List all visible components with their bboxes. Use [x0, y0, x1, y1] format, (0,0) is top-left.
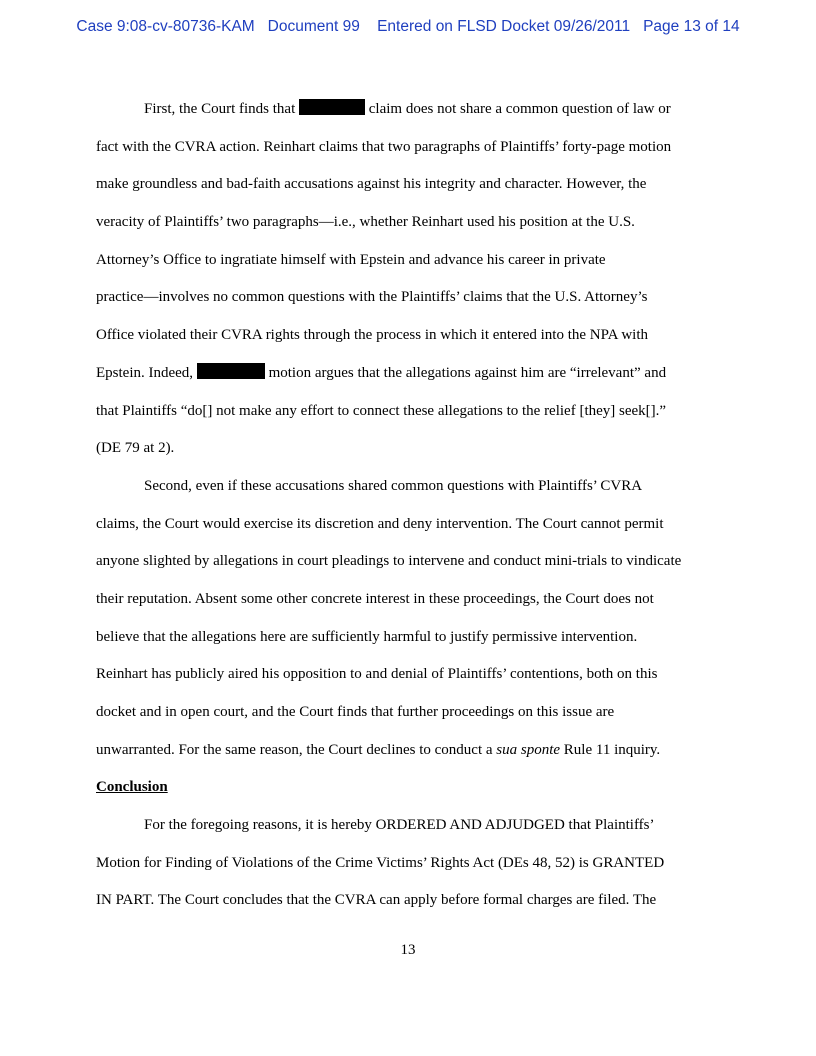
text-span: claim does not share a common question of law or: [365, 101, 671, 117]
docket-entry: Entered on FLSD Docket 09/26/2011: [377, 18, 631, 35]
body-line: practice—involves no common questions with the Plaintiffs’ claims that the U.S. Attorney’s: [96, 289, 648, 306]
body-line: [96, 355, 721, 393]
text-span: First, the Court finds that: [144, 101, 299, 117]
body-line: Reinhart has publicly aired his opposition to and denial of Plaintiffs’ contentions, both on this: [96, 666, 658, 683]
redaction-box: [197, 363, 265, 379]
document-body: [96, 91, 721, 920]
docket-header: [0, 18, 816, 36]
body-line: that Plaintiffs “do[] not make any effort to connect these allegations to the relief [they] seek[].”: [96, 402, 667, 419]
text-span: motion argues that the allegations against him are “irrelevant” and: [264, 364, 667, 381]
body-line: For the foregoing reasons, it is hereby ORDERED AND ADJUDGED that Plaintiffs’: [144, 817, 655, 834]
body-line: their reputation. Absent some other concrete interest in these proceedings, the Court does not: [96, 590, 654, 607]
text-span: Rule 11 inquiry.: [560, 741, 661, 758]
body-line: IN PART. The Court concludes that the CVRA can apply before formal charges are filed. The: [96, 892, 657, 909]
page-indicator: Page 13 of 14: [643, 18, 740, 35]
body-line: (DE 79 at 2).: [96, 440, 175, 457]
body-line: claims, the Court would exercise its discretion and deny intervention. The Court cannot permit: [96, 515, 664, 532]
body-line: Motion for Finding of Violations of the Crime Victims’ Rights Act (DEs 48, 52) is GRANTED: [96, 854, 665, 871]
body-line: [96, 732, 721, 770]
case-number: Case 9:08-cv-80736-KAM: [76, 18, 255, 35]
body-line: believe that the allegations here are sufficiently harmful to justify permissive intervention.: [96, 628, 638, 645]
body-line: fact with the CVRA action. Reinhart claims that two paragraphs of Plaintiffs’ forty-page motion: [96, 138, 672, 155]
redaction-box: [299, 99, 365, 115]
body-line: Attorney’s Office to ingratiate himself with Epstein and advance his career in private: [96, 251, 606, 268]
body-line: veracity of Plaintiffs’ two paragraphs—i.e., whether Reinhart used his position at the U.S.: [96, 214, 635, 231]
italic-text: sua sponte: [496, 741, 561, 758]
document-number: Document 99: [267, 18, 360, 35]
body-line: Second, even if these accusations shared common questions with Plaintiffs’ CVRA: [144, 477, 643, 494]
body-line: docket and in open court, and the Court finds that further proceedings on this issue are: [96, 704, 615, 720]
body-line: anyone slighted by allegations in court pleadings to intervene and conduct mini-trials to vindicate: [96, 553, 682, 570]
body-line: [96, 91, 721, 129]
body-line: make groundless and bad-faith accusations against his integrity and character. However, the: [96, 176, 647, 193]
body-line: Office violated their CVRA rights through the process in which it entered into the NPA with: [96, 327, 649, 344]
text-span: unwarranted. For the same reason, the Court declines to conduct a: [96, 741, 497, 758]
page-number: 13: [400, 942, 416, 958]
section-heading: Conclusion: [96, 779, 168, 796]
text-span: Epstein. Indeed,: [96, 364, 197, 381]
